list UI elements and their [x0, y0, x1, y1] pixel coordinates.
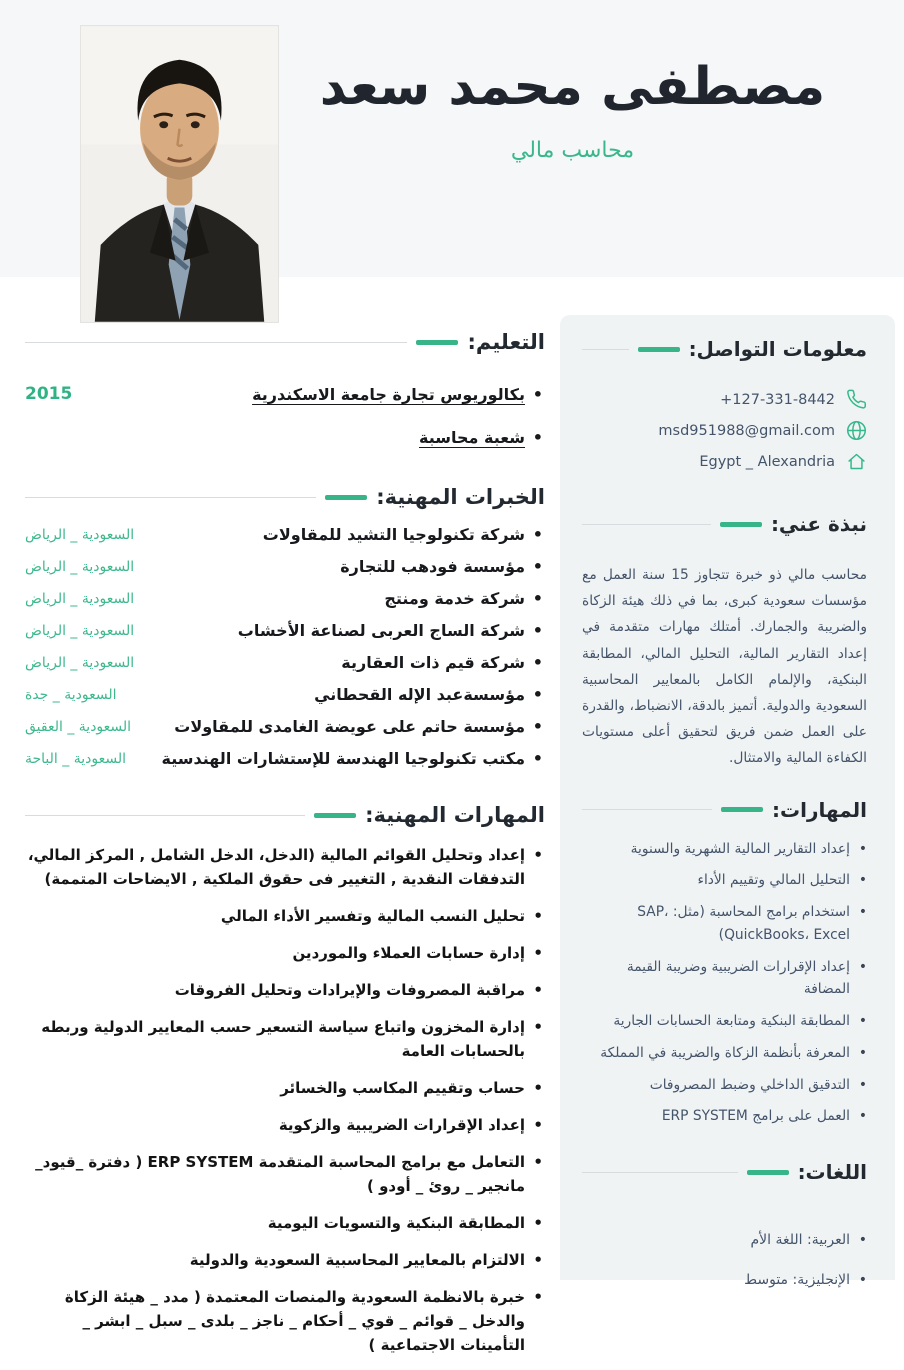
- skill-item: • التدقيق الداخلي وضبط المصروفات: [582, 1074, 867, 1097]
- accent-dash: [416, 340, 458, 345]
- heading-rule: [582, 524, 711, 525]
- languages-section-heading: [582, 1160, 867, 1184]
- education-row: [25, 384, 545, 404]
- experience-row: [25, 557, 545, 577]
- heading-rule: [582, 1172, 738, 1173]
- skill-item: • إعداد الإقرارات الضريبية وضريبة القيمة المضافة: [582, 956, 867, 1002]
- company-name: • شركة قيم ذات العقارية: [341, 653, 545, 673]
- pro-skills-title: المهارات المهنية:: [365, 803, 545, 827]
- skill-item: • استخدام برامج المحاسبة (مثل: SAP، QuickBooks، Excel): [582, 901, 867, 947]
- contact-list: [582, 389, 867, 472]
- education-item: • شعبة محاسبة: [419, 428, 545, 447]
- education-year: 2015: [25, 384, 73, 404]
- company-location: السعودية _ الرياض: [25, 527, 135, 543]
- company-location: السعودية _ الرياض: [25, 655, 135, 671]
- experience-list: [25, 525, 545, 769]
- company-location: السعودية _ الرياض: [25, 559, 135, 575]
- company-location: السعودية _ الباحة: [25, 751, 126, 767]
- person-job-title: محاسب مالي: [510, 137, 635, 163]
- skill-item: • المعرفة بأنظمة الزكاة والضريبة في المملكة: [582, 1042, 867, 1065]
- company-name: • مؤسسة فودهب للتجارة: [340, 557, 545, 577]
- skill-item: • التحليل المالي وتقييم الأداء: [582, 869, 867, 892]
- company-location: السعودية _ العقيق: [25, 719, 132, 735]
- pro-skill-item: • إدارة حسابات العملاء والموردين: [25, 941, 545, 965]
- experience-title: الخبرات المهنية:: [376, 485, 545, 509]
- education-list: [25, 384, 545, 447]
- skills-list: [582, 838, 867, 1129]
- globe-icon: [846, 420, 867, 441]
- heading-rule: [25, 497, 316, 498]
- experience-row: [25, 525, 545, 545]
- accent-dash: [638, 347, 680, 352]
- phone-icon: [846, 389, 867, 410]
- company-name: • شركة الساج العربى لصناعة الأخشاب: [238, 621, 545, 641]
- pro-skill-item: • إدارة المخزون واتباع سياسة التسعير حسب المعايير الدولية وربطه بالحسابات العامة: [25, 1015, 545, 1063]
- company-location: السعودية _ الرياض: [25, 623, 135, 639]
- heading-rule: [582, 809, 712, 810]
- skill-item: • إعداد التقارير المالية الشهرية والسنوية: [582, 838, 867, 861]
- accent-dash: [314, 813, 356, 818]
- accent-dash: [747, 1170, 789, 1175]
- education-row: [25, 428, 545, 447]
- pro-skill-item: • تحليل النسب المالية وتفسير الأداء المالي: [25, 904, 545, 928]
- pro-skill-item: • التعامل مع برامج المحاسبة المتقدمة ERP SYSTEM ( دفترة _قيود_ مانجير _ روئ _ أودو ): [25, 1150, 545, 1198]
- company-name: • مكتب تكنولوجيا الهندسة للإستشارات الهندسية: [162, 749, 546, 769]
- company-name: • مؤسسة حاتم على عويضة الغامدى للمقاولات: [174, 717, 545, 737]
- header-text: [285, 58, 860, 163]
- experience-row: [25, 749, 545, 769]
- language-item: • الإنجليزية: متوسط: [582, 1270, 867, 1291]
- skills-title: المهارات:: [772, 797, 867, 822]
- pro-skills-section-heading: [25, 803, 545, 827]
- pro-skill-item: • مراقبة المصروفات والإيرادات وتحليل الفروقات: [25, 978, 545, 1002]
- portrait-illustration: [81, 26, 278, 322]
- heading-rule: [25, 342, 407, 343]
- heading-rule: [582, 349, 629, 350]
- skill-item: • المطابقة البنكية ومتابعة الحسابات الجارية: [582, 1010, 867, 1033]
- about-section-heading: [582, 512, 867, 536]
- person-name: مصطفى محمد سعد: [319, 57, 826, 117]
- accent-dash: [720, 522, 762, 527]
- contact-row-email[interactable]: [582, 420, 867, 441]
- accent-dash: [721, 807, 763, 812]
- company-location: السعودية _ الرياض: [25, 591, 135, 607]
- experience-row: [25, 685, 545, 705]
- experience-section-heading: [25, 485, 545, 509]
- pro-skill-item: • إعداد الإقرارات الضريبية والزكوية: [25, 1113, 545, 1137]
- experience-row: [25, 621, 545, 641]
- skill-item: • العمل على برامج ERP SYSTEM: [582, 1105, 867, 1128]
- experience-row: [25, 717, 545, 737]
- contact-row-phone[interactable]: [582, 389, 867, 410]
- contact-row-location: [582, 451, 867, 472]
- home-icon: [846, 451, 867, 472]
- heading-rule: [25, 815, 305, 816]
- pro-skill-item: • المطابقة البنكية والتسويات اليومية: [25, 1211, 545, 1235]
- about-title: نبذة عني:: [770, 512, 867, 536]
- education-item: • بكالوريوس تجارة جامعة الاسكندرية: [252, 385, 545, 404]
- languages-list: [582, 1230, 867, 1291]
- profile-photo: [80, 25, 279, 323]
- sidebar-panel: [560, 315, 895, 1289]
- experience-row: [25, 653, 545, 673]
- pro-skill-item: • حساب وتقييم المكاسب والخسائر: [25, 1076, 545, 1100]
- about-paragraph: محاسب مالي ذو خبرة تتجاوز 15 سنة العمل مع مؤسسات سعودية كبرى، بما في ذلك هيئة الزكاة والضريبة والجمارك. أمتلك مهارات متقدمة في إعداد التقارير المالية، التحليل المالي، المطابقة البنكية، والإلمام الكامل بالمعايير المحاسبية السعودية والدولية. أتميز بالدقة، الانضباط، والقدرة على العمل ضمن فريق لتحقيق أعلى مستويات الكفاءة المالية والامتثال.: [582, 567, 867, 767]
- location-text: Egypt _ Alexandria: [699, 453, 835, 470]
- contact-title: معلومات التواصل:: [688, 337, 867, 361]
- contact-section-heading: [582, 337, 867, 361]
- company-name: • مؤسسةعبد الإله القحطاني: [314, 685, 545, 705]
- education-section-heading: [25, 330, 545, 354]
- company-name: • شركة خدمة ومنتج: [384, 589, 545, 609]
- accent-dash: [325, 495, 367, 500]
- language-item: • العربية: اللغة الأم: [582, 1230, 867, 1251]
- pro-skill-item: • خبرة بالانظمة السعودية والمنصات المعتمدة ( مدد _ هيئة الزكاة والدخل _ قوائم _ قوي _ أحكام _ ناجز _ بلدى _ سبل _ ابشر _ التأمينات الاجتماعية ): [25, 1285, 545, 1357]
- company-location: السعودية _ جدة: [25, 687, 117, 703]
- phone-number: +127-331-8442: [720, 391, 835, 408]
- skills-section-heading: [582, 798, 867, 822]
- languages-title: اللغات:: [797, 1160, 867, 1185]
- company-name: • شركة تكنولوجيا التشيد للمقاولات: [263, 525, 545, 545]
- main-column: [25, 330, 545, 1370]
- pro-skill-item: • إعداد وتحليل القوائم المالية (الدخل، الدخل الشامل , المركز المالي، التدفقات النقدية , التغيير فى حقوق الملكية , الايضاحات المتممة): [25, 843, 545, 891]
- experience-row: [25, 589, 545, 609]
- pro-skill-item: • الالتزام بالمعايير المحاسبية السعودية والدولية: [25, 1248, 545, 1272]
- email-address: msd951988@gmail.com: [658, 422, 835, 439]
- education-title: التعليم:: [467, 330, 545, 354]
